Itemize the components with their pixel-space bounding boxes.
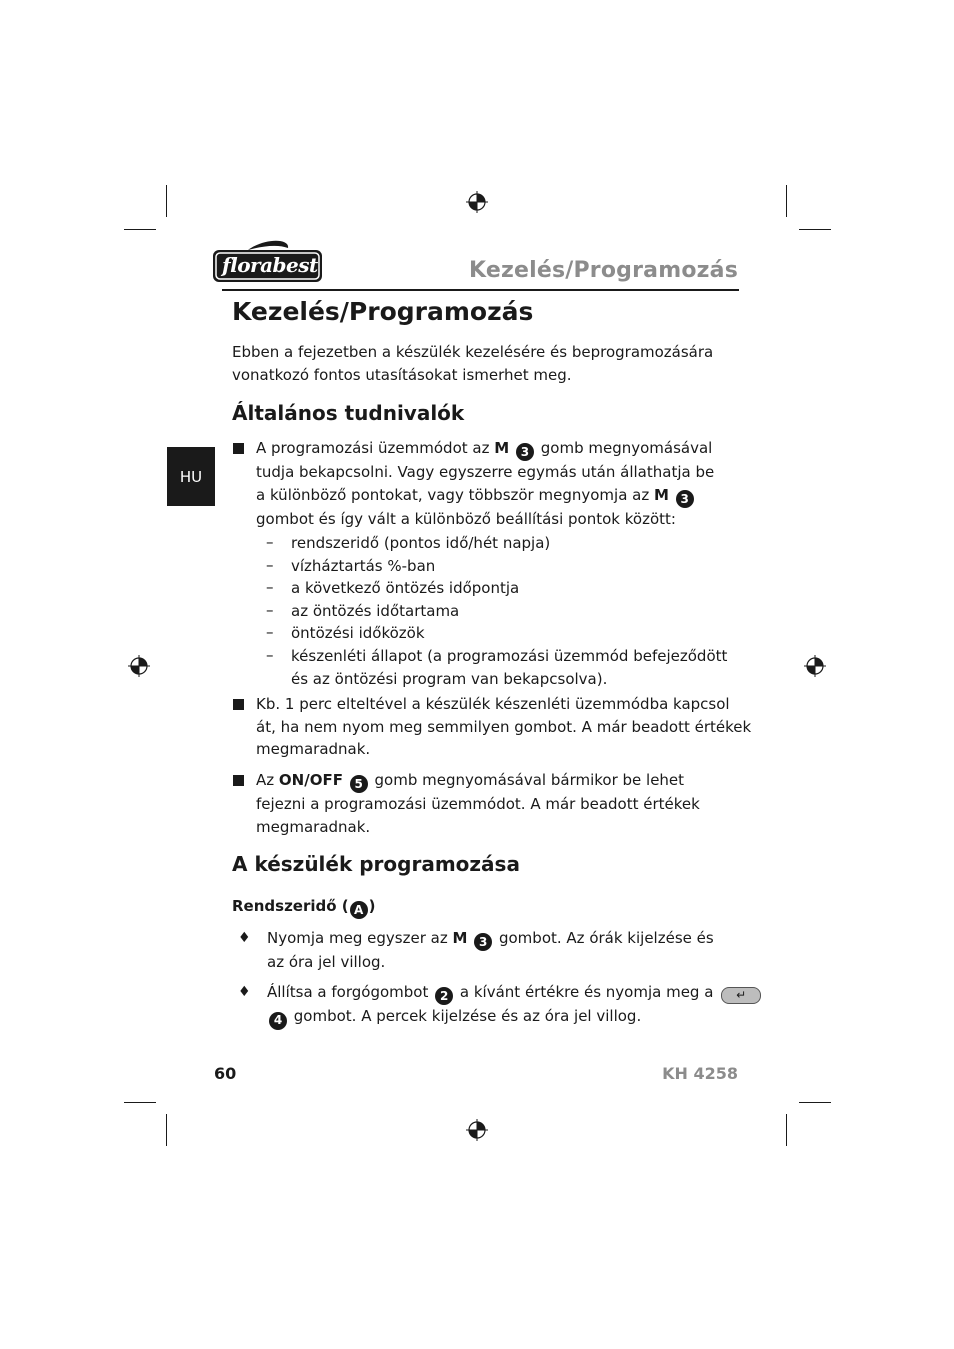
bullet-paragraph: Az ON/OFF 5 gomb megnyomásával bármikor be lehet fejezni a programozási üzemmódot. A már beadott értékek megmaradnak. [256,771,700,836]
registration-mark-icon [466,191,488,213]
list-item: az öntözés időtartama [291,602,460,620]
subsection-heading: Rendszeridő ( A ) [232,897,376,917]
crop-mark [124,1102,156,1103]
registration-mark-icon [128,655,150,677]
diamond-bullet-icon: ♦ [238,984,251,1000]
list-item: a következő öntözés időpontja [291,579,520,597]
number-badge: 4 [269,1012,287,1030]
dash-bullet: – [266,556,274,574]
enter-key-icon: ↵ [721,987,761,1004]
dash-bullet: – [266,601,274,619]
section-heading: Általános tudnivalók [232,401,465,425]
registration-mark-icon [466,1119,488,1141]
bullet-paragraph: Kb. 1 perc elteltével a készülék készenléti üzemmódba kapcsol át, ha nem nyom meg semmilyen gombot. A már beadott értékek megmaradnak. [256,695,752,758]
list-item: készenléti állapot (a programozási üzemmód befejeződött és az öntözési program van bekapcsolva). [291,647,728,688]
dash-bullet: – [266,646,274,664]
square-bullet-icon [233,699,244,710]
list-item: vízháztartás %-ban [291,557,436,575]
number-badge: 2 [435,987,453,1005]
letter-badge: A [350,901,368,919]
list-item: öntözési időközök [291,624,425,642]
list-item: rendszeridő (pontos idő/hét napja) [291,534,551,552]
number-badge: 5 [350,775,368,793]
running-title: Kezelés/Programozás [468,258,738,283]
crop-mark [799,229,831,230]
crop-mark [786,185,787,217]
dash-bullet: – [266,623,274,641]
logo-text: florabest [222,253,318,277]
page-title: Kezelés/Programozás [232,297,534,326]
section-heading: A készülék programozása [232,852,520,876]
crop-mark [124,229,156,230]
registration-mark-icon [804,655,826,677]
step-paragraph: Nyomja meg egyszer az M 3 gombot. Az órák kijelzése és az óra jel villog. [267,929,714,972]
number-badge: 3 [676,490,694,508]
dash-bullet: – [266,578,274,596]
dash-bullet: – [266,533,274,551]
crop-mark [166,1114,167,1146]
brand-logo [212,238,324,284]
number-badge: 3 [474,933,492,951]
diamond-bullet-icon: ♦ [238,930,251,946]
crop-mark [166,185,167,217]
header-rule [222,289,739,291]
crop-mark [799,1102,831,1103]
language-tab: HU [167,447,215,506]
page-number: 60 [214,1064,237,1083]
square-bullet-icon [233,775,244,786]
crop-mark [786,1114,787,1146]
intro-paragraph: Ebben a fejezetben a készülék kezelésére és beprogramozására vonatkozó fontos utasításokat ismerhet meg. [232,343,714,384]
square-bullet-icon [233,443,244,454]
model-number: KH 4258 [662,1064,738,1083]
number-badge: 3 [516,443,534,461]
bullet-paragraph: A programozási üzemmódot az M 3 gomb megnyomásával tudja bekapcsolni. Vagy egyszerre egymás után állathatja be a különböző pontokat, vagy többször megnyomja az M 3 gombot és így vált a különböző beállítási pontok között: [256,439,715,528]
step-paragraph: Állítsa a forgógombot 2 a kívánt értékre és nyomja meg a ↵ 4 gombot. A percek kijelzése és az óra jel villog. [267,981,761,1030]
